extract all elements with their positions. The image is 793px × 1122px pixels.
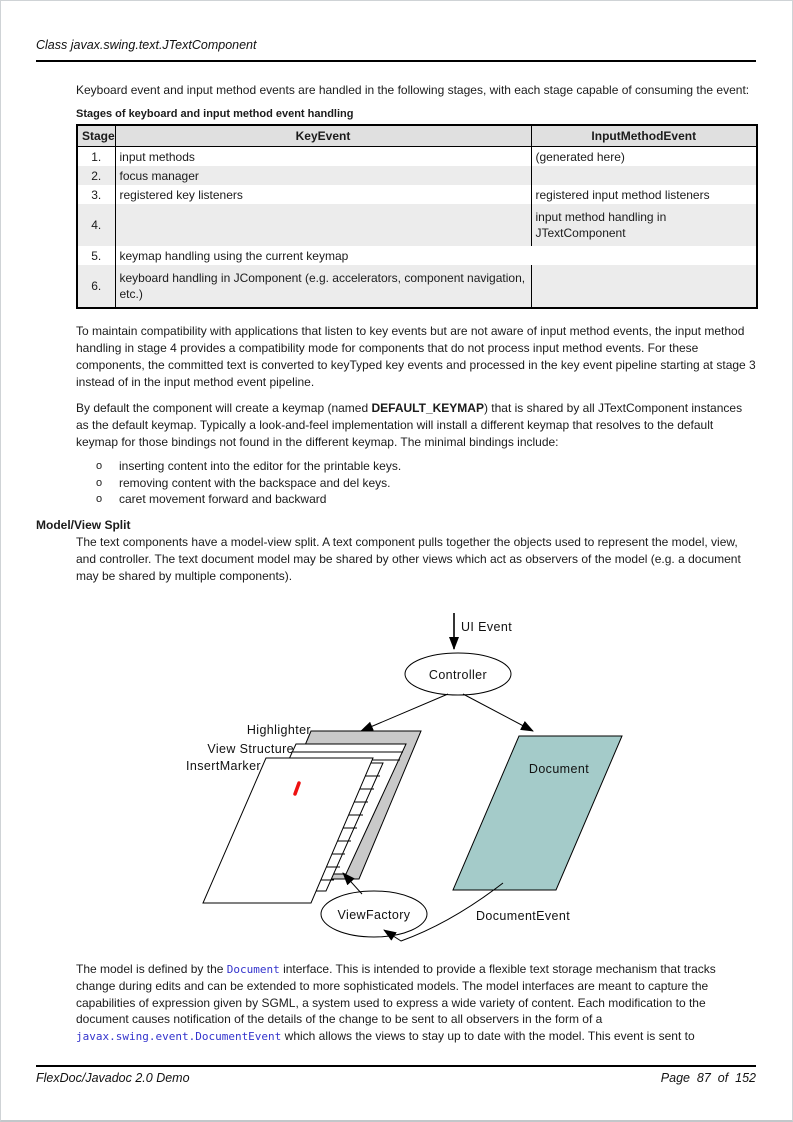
- model-view-diagram-svg: [151, 603, 651, 953]
- keyevent-cell: [115, 204, 531, 246]
- intro-paragraph: Keyboard event and input method events are handled in the following stages, with each stage capable of consuming the event:: [76, 83, 750, 97]
- list-item-text: caret movement forward and backward: [119, 492, 327, 506]
- document-shape: [453, 736, 622, 890]
- default-keymap-term: DEFAULT_KEYMAP: [371, 401, 484, 415]
- stage-cell: 1.: [77, 147, 115, 167]
- footer-page-number: Page 87 of 152: [660, 1071, 756, 1085]
- column-header-keyevent: KeyEvent: [115, 125, 531, 147]
- list-item-text: removing content with the backspace and del keys.: [119, 475, 391, 490]
- model-text-1: The model is defined by the: [76, 961, 227, 976]
- compat-paragraph: To maintain compatibility with applications that listen to key events but are not aware of input method events, the input method handling in stage 4 provides a compatibility mode for components that do not process input method events. For these components, the committed text is converted to keyTyped key events and processed in the key event pipeline starting at stage 3 instead of in the input method event pipeline.: [76, 324, 756, 389]
- inputmethodevent-cell: input method handling in JTextComponent: [531, 204, 757, 246]
- keymap-text-before: By default the component will create a keymap (named: [76, 401, 372, 415]
- page-content: [36, 82, 756, 1045]
- table-row: [77, 246, 757, 265]
- document-event-link[interactable]: javax.swing.event.DocumentEvent: [76, 1029, 282, 1043]
- bullet-icon: o: [96, 460, 103, 472]
- section-heading-model-view-split: Model/View Split: [36, 517, 131, 532]
- bullet-icon: o: [96, 493, 103, 505]
- document-label: Document: [528, 761, 590, 776]
- document-event-label: DocumentEvent: [476, 908, 571, 923]
- table-row: [77, 265, 757, 308]
- table-row: [77, 166, 757, 185]
- model-text-3: which allows the views to stay up to date with the model. This event is sent to: [281, 1028, 695, 1043]
- column-header-inputmethodevent: InputMethodEvent: [531, 125, 757, 147]
- keyevent-cell: registered key listeners: [115, 185, 531, 204]
- keymap-text-after: ) that is shared by all JTextComponent instances as the default keymap. Typically a look-and-feel implementation will install a different keymap that resolves to the default keymap for those bindings not found in the different keymap. The minimal bindings include:: [76, 401, 743, 449]
- table-row: [77, 147, 757, 167]
- table-caption: Stages of keyboard and input method event handling: [76, 108, 354, 120]
- stage-cell: 4.: [77, 204, 115, 246]
- page-title: Class javax.swing.text.JTextComponent: [36, 38, 257, 52]
- table-row: [77, 185, 757, 204]
- keyevent-cell: input methods: [115, 147, 531, 167]
- ui-event-label: UI Event: [461, 619, 513, 634]
- insert-marker-label: InsertMarker: [186, 758, 261, 773]
- controller-to-document-arrow: [463, 694, 533, 731]
- inputmethodevent-cell: (generated here): [531, 147, 757, 167]
- model-view-paragraph: The text components have a model-view split. A text component pulls together the objects used to represent the model, view, and controller. The text document model may be shared by other views which act as observers of the model (e.g. a document may be shared by multiple components).: [76, 534, 741, 583]
- keymap-paragraph: [76, 400, 756, 451]
- view-factory-label: ViewFactory: [337, 907, 411, 922]
- bullet-icon: o: [96, 476, 103, 489]
- controller-to-view-arrow: [361, 694, 448, 731]
- view-structure-label: View Structure: [207, 741, 294, 756]
- stage-cell: 2.: [77, 166, 115, 185]
- list-item: [96, 491, 756, 508]
- stage-cell: 5.: [77, 246, 115, 265]
- column-header-stage: Stage: [77, 125, 115, 147]
- minimal-bindings-list: [96, 458, 756, 508]
- model-view-diagram: [151, 603, 651, 953]
- page-footer: [36, 1065, 756, 1085]
- document-interface-link[interactable]: Document: [226, 962, 280, 976]
- page-header: [36, 36, 756, 62]
- table-header-row: [77, 125, 757, 147]
- footer-document-title: FlexDoc/Javadoc 2.0 Demo: [36, 1071, 190, 1085]
- model-text-2: interface. This is intended to provide a flexible text storage mechanism that tracks change during edits and can be extended to more sophisticated models. The model interfaces are meant to capture the capabilities of expression given by SGML, a system used to express a wide variety of content. Each modification to the document causes notification of the details of the change to be sent to all observers in the form of a: [76, 961, 716, 1026]
- list-item: [96, 458, 756, 475]
- stage-cell: 6.: [77, 265, 115, 308]
- stage-cell: 3.: [77, 185, 115, 204]
- model-paragraph: [76, 961, 756, 1046]
- table-row: [77, 204, 757, 246]
- inputmethodevent-cell: [531, 166, 757, 185]
- keyevent-cell: keymap handling using the current keymap: [115, 246, 757, 265]
- highlighter-label: Highlighter: [246, 722, 311, 737]
- inputmethodevent-cell: [531, 265, 757, 308]
- stages-table: [76, 124, 758, 309]
- inputmethodevent-cell: registered input method listeners: [531, 185, 757, 204]
- list-item: [96, 475, 756, 492]
- controller-label: Controller: [428, 667, 488, 682]
- keyevent-cell: focus manager: [115, 166, 531, 185]
- list-item-text: inserting content into the editor for the printable keys.: [119, 459, 402, 473]
- keyevent-cell: keyboard handling in JComponent (e.g. accelerators, component navigation, etc.): [115, 265, 531, 308]
